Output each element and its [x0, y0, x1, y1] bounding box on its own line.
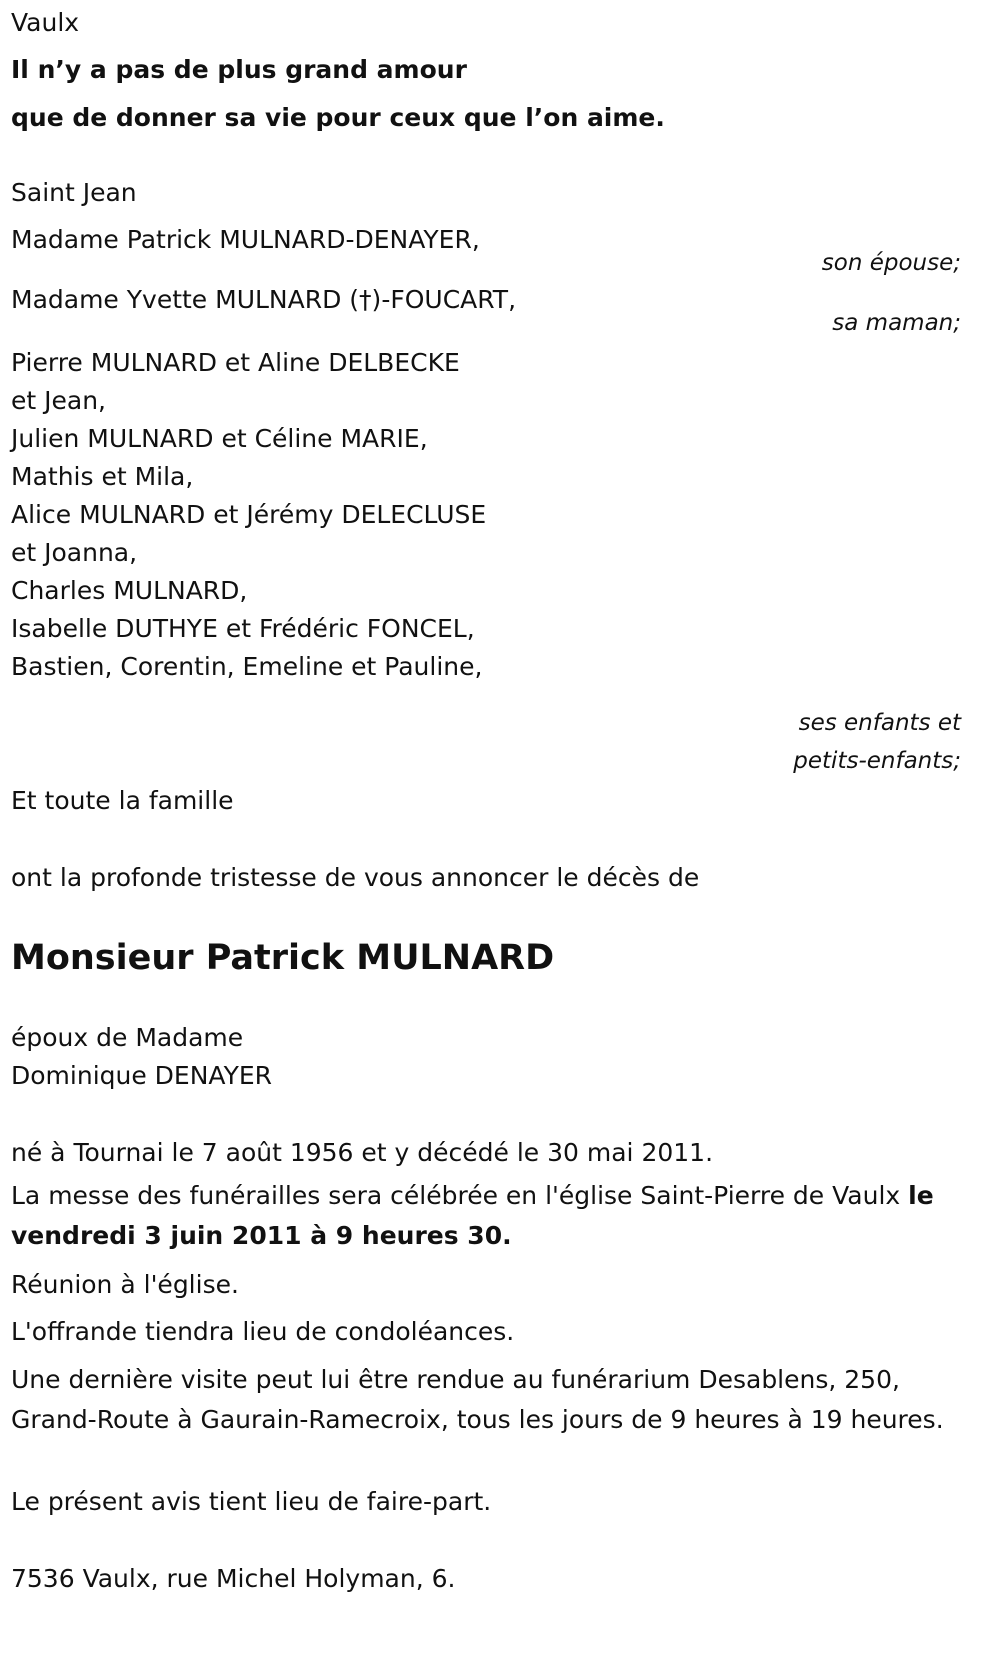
list-item: Isabelle DUTHYE et Frédéric FONCEL, — [11, 614, 475, 643]
children-list — [11, 344, 486, 686]
visit-info: Une dernière visite peut lui être rendue au funérarium Desablens, 250, Grand-Route à Gaurain-Ramecroix, tous les jours de 9 heures à 19 heures. — [11, 1365, 944, 1434]
mother-name: Madame Yvette MULNARD (†)-FOUCART, — [11, 285, 517, 314]
spouse-of-line-2: Dominique DENAYER — [11, 1061, 273, 1090]
notice-info: Le présent avis tient lieu de faire-part. — [11, 1487, 492, 1516]
mass-date: le vendredi 3 juin 2011 à 9 heures 30. — [11, 1181, 934, 1250]
list-item: Julien MULNARD et Céline MARIE, — [11, 424, 428, 453]
deceased-name: Monsieur Patrick MULNARD — [11, 938, 555, 978]
quote-line-1: Il n’y a pas de plus grand amour — [11, 55, 467, 84]
list-item: et Joanna, — [11, 538, 138, 567]
mother-role: sa maman; — [832, 310, 961, 336]
whole-family: Et toute la famille — [11, 786, 234, 815]
birth-death: né à Tournai le 7 août 1956 et y décédé le 30 mai 2011. — [11, 1138, 714, 1167]
mass-paragraph — [11, 1176, 986, 1256]
announcement-intro: ont la profonde tristesse de vous annoncer le décès de — [11, 863, 700, 892]
children-role-1: ses enfants et — [798, 710, 961, 736]
list-item: et Jean, — [11, 386, 106, 415]
list-item: Bastien, Corentin, Emeline et Pauline, — [11, 652, 483, 681]
family-address: 7536 Vaulx, rue Michel Holyman, 6. — [11, 1564, 456, 1593]
mass-text: La messe des funérailles sera célébrée en l'église Saint-Pierre de Vaulx — [11, 1181, 909, 1210]
spouse-role: son épouse; — [821, 250, 961, 276]
list-item: Charles MULNARD, — [11, 576, 248, 605]
spouse-name: Madame Patrick MULNARD-DENAYER, — [11, 225, 480, 254]
offering-info: L'offrande tiendra lieu de condoléances. — [11, 1317, 515, 1346]
quote-line-2: que de donner sa vie pour ceux que l’on aime. — [11, 103, 665, 132]
list-item: Alice MULNARD et Jérémy DELECLUSE — [11, 500, 487, 529]
quote-source: Saint Jean — [11, 178, 137, 207]
gathering-info: Réunion à l'église. — [11, 1270, 239, 1299]
list-item: Mathis et Mila, — [11, 462, 194, 491]
place-header: Vaulx — [11, 8, 80, 37]
list-item: Pierre MULNARD et Aline DELBECKE — [11, 348, 460, 377]
children-role-2: petits-enfants; — [793, 748, 961, 774]
spouse-of-line-1: époux de Madame — [11, 1023, 244, 1052]
